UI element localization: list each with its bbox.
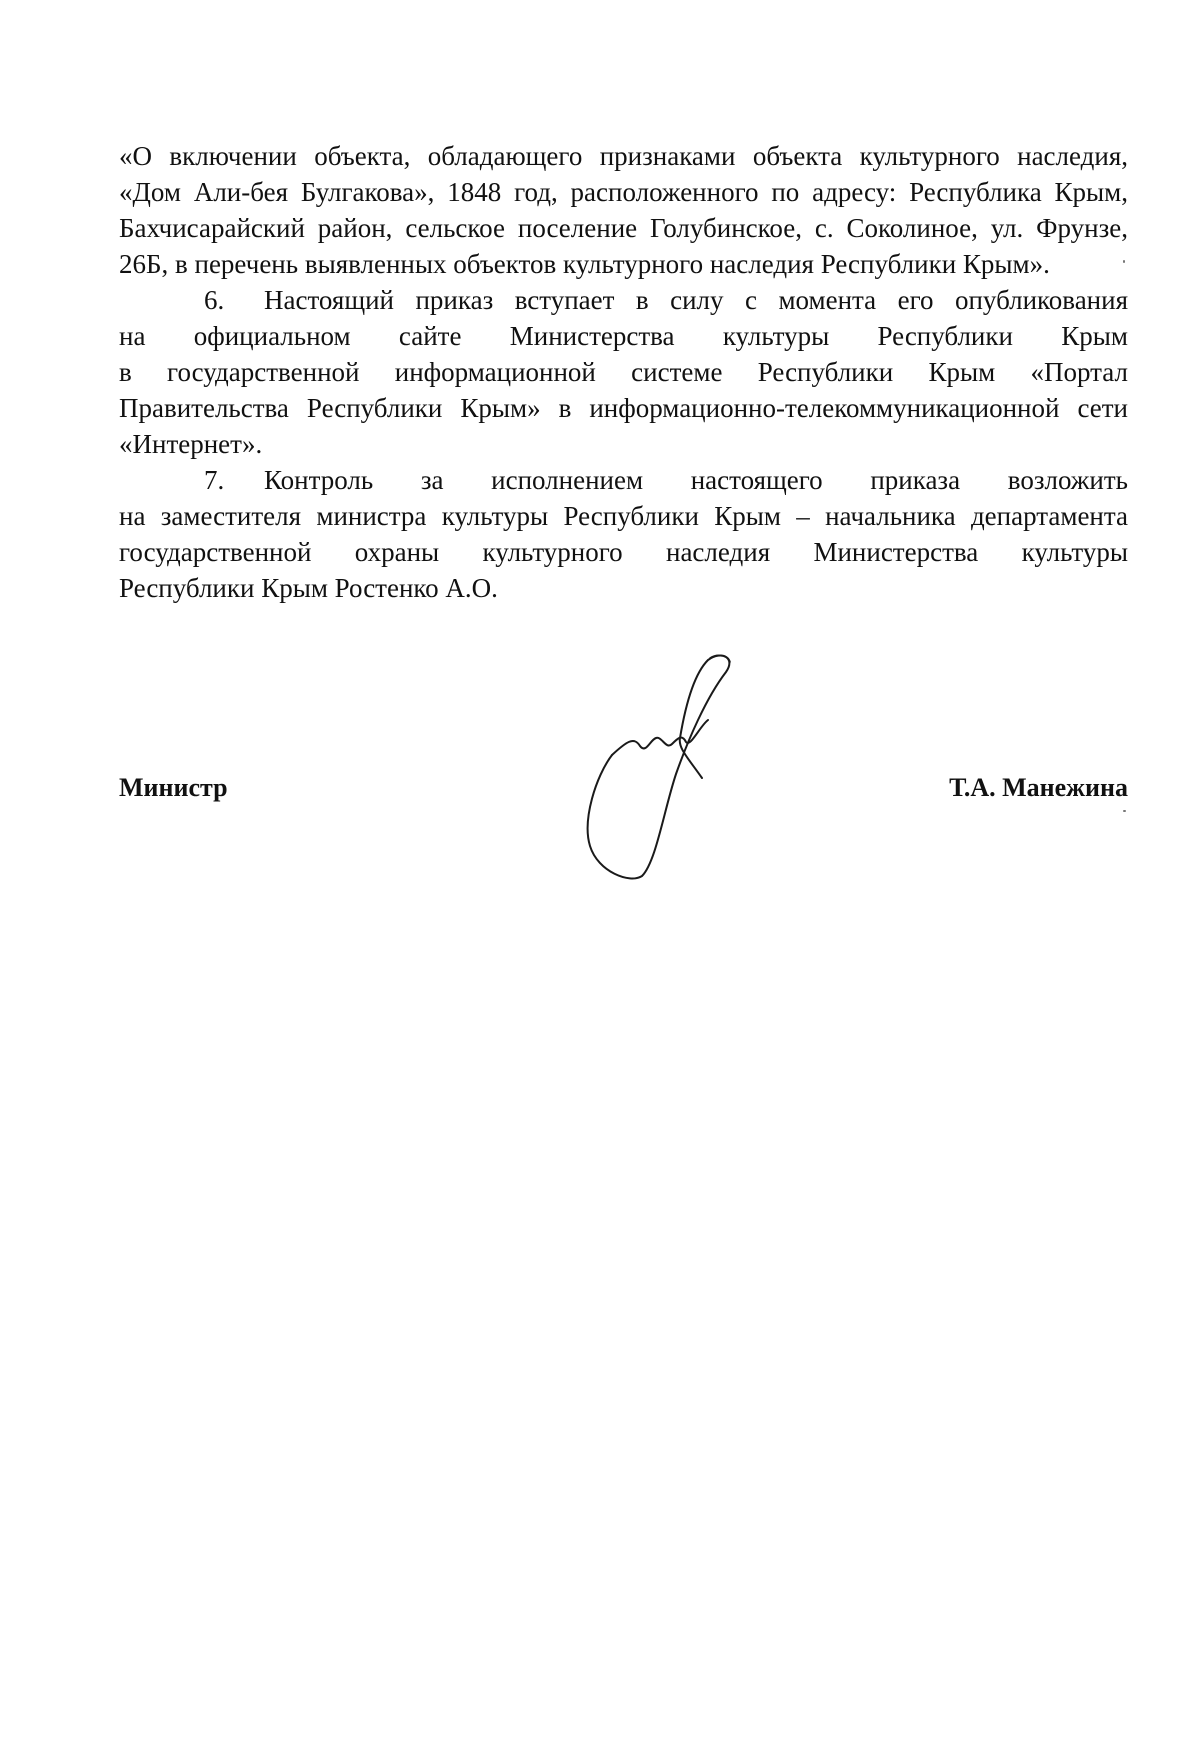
paragraph-line: «О включении объекта, обладающего признаками объекта культурного наследия,	[119, 141, 1128, 171]
signatory-title: Министр	[119, 773, 228, 802]
item-6-line: Правительства Республики Крым» в информационно-телекоммуникационной сети	[119, 393, 1128, 423]
item-6-line: «Интернет».	[119, 429, 263, 459]
item-6-number: 6.	[204, 285, 225, 315]
signature-block	[119, 770, 1128, 806]
item-6-text: Настоящий приказ вступает в силу с момента его опубликования	[264, 285, 1128, 315]
item-7-line: Республики Крым Ростенко А.О.	[119, 573, 498, 603]
item-7-line: государственной охраны культурного наследия Министерства культуры	[119, 537, 1128, 567]
item-6-line: на официальном сайте Министерства культуры Республики Крым	[119, 321, 1128, 351]
paragraph-line: Бахчисарайский район, сельское поселение Голубинское, с. Соколиное, ул. Фрунзе,	[119, 213, 1128, 243]
item-7-line: на заместителя министра культуры Республики Крым – начальника департамента	[119, 501, 1128, 531]
document-body	[119, 138, 1128, 606]
item-6-first-line	[119, 282, 1128, 318]
item-7-first-line	[119, 462, 1128, 498]
signatory-name: Т.А. Манежина	[949, 773, 1128, 802]
item-7-number: 7.	[204, 465, 225, 495]
scan-speck	[1123, 810, 1126, 812]
paragraph-line: «Дом Али-бея Булгакова», 1848 год, расположенного по адресу: Республика Крым,	[119, 177, 1128, 207]
paragraph-line: 26Б, в перечень выявленных объектов культурного наследия Республики Крым».	[119, 249, 1050, 279]
item-6-line: в государственной информационной системе Республики Крым «Портал	[119, 357, 1128, 387]
scan-speck	[1123, 260, 1125, 263]
item-7-text: Контроль за исполнением настоящего приказа возложить	[264, 465, 1128, 495]
